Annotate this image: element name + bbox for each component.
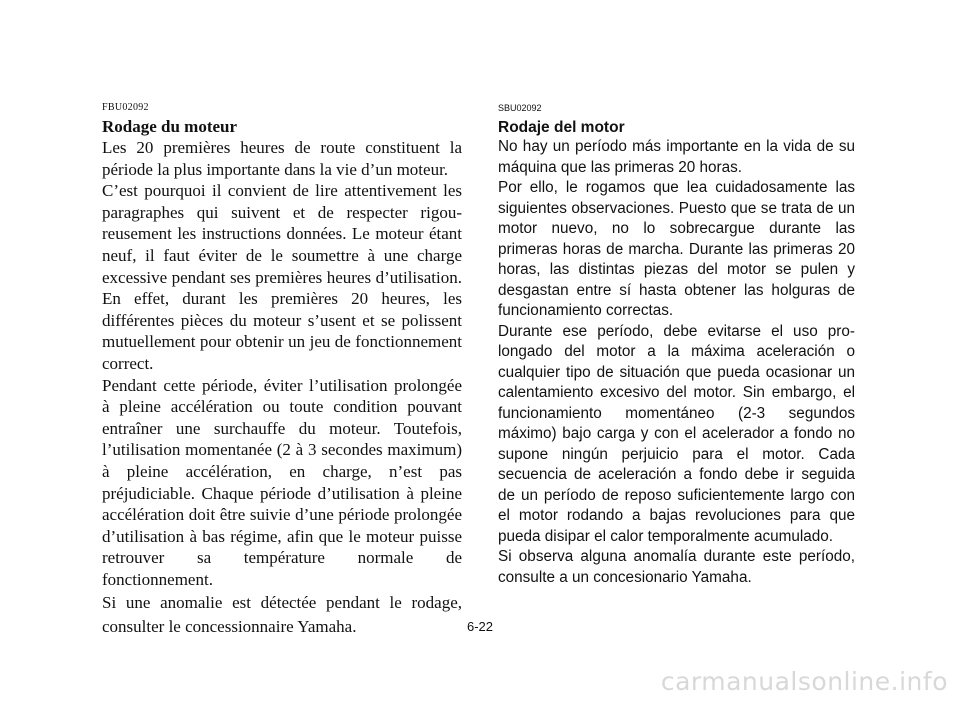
spanish-paragraph-3: Durante ese período, debe evitarse el uso prolongado del motor a la máxima aceleración o cualquier tipo de situación que pueda ocasionar un calentamiento excesivo del motor. Sin embargo, el funcionamiento momentáneo (2-3 segundos máximo) bajo carga y con el acelerador a fondo no supone ningún perjuicio para el motor. Cada secuencia de aceleración a fondo debe ir seguida de un período de reposo suficientemente largo con el motor rodando a bajas revoluciones para que pueda disipar el calor temporalmente acumulado.	[498, 322, 855, 545]
spanish-column	[498, 102, 855, 588]
page-number: 6-22	[466, 619, 494, 634]
french-paragraph-3: Pendant cette période, éviter l’utilisation prolongée à pleine accélération ou toute condition pouvant entraîner une surchauffe du moteur. Toutefois, l’utilisation momentanée (2 à 3 secondes maximum) à pleine accélération, en charge, n’est pas préjudiciable. Chaque période d’utilisation à pleine accélération doit être suivie d’une période prolongée d’utilisation à bas régime, afin que le moteur puisse retrouver sa température normale de fonctionnement.	[102, 375, 462, 589]
spanish-section-title: Rodaje del motor	[498, 119, 625, 136]
french-paragraph-4: Si une anomalie est détectée pendant le rodage, consulter le concessionnaire Yamaha.	[102, 593, 462, 637]
spanish-section-code: SBU02092	[498, 103, 542, 113]
watermark-text: carmanualsonline.info	[660, 667, 948, 696]
spanish-paragraph-2: Por ello, le rogamos que lea cuidadosamente las siguientes observaciones. Puesto que se trata de un motor nuevo, no lo sobrecargue durante las primeras horas de marcha. Durante las primeras 20 horas, las distintas piezas del motor se pulen y desgastan entre sí hasta obtener las holguras de funcionamiento correctas.	[498, 179, 855, 319]
french-paragraph-1: Les 20 premières heures de route constituent la période la plus importante dans la vie d’un moteur.	[102, 138, 462, 179]
watermark	[0, 667, 960, 696]
spanish-paragraph-1: No hay un período más importante en la vida de su máquina que las primeras 20 horas.	[498, 138, 855, 176]
french-section-title: Rodage du moteur	[102, 117, 238, 136]
french-column	[102, 102, 462, 639]
french-paragraph-2: C’est pourquoi il convient de lire attentivement les paragraphes qui suivent et de respecter rigoureusement les instructions données. Le moteur étant neuf, il faut éviter de le soumettre à une charge excessive pendant ses premières heures d’utilisation. En effet, durant les premières 20 heures, les différentes pièces du moteur s’usent et se polissent mutuellement pour obtenir un jeu de fonctionnement correct.	[102, 181, 462, 373]
french-section-code: FBU02092	[102, 102, 149, 113]
spanish-paragraph-4: Si observa alguna anomalía durante este período, consulte a un concesionario Yamaha.	[498, 548, 855, 586]
